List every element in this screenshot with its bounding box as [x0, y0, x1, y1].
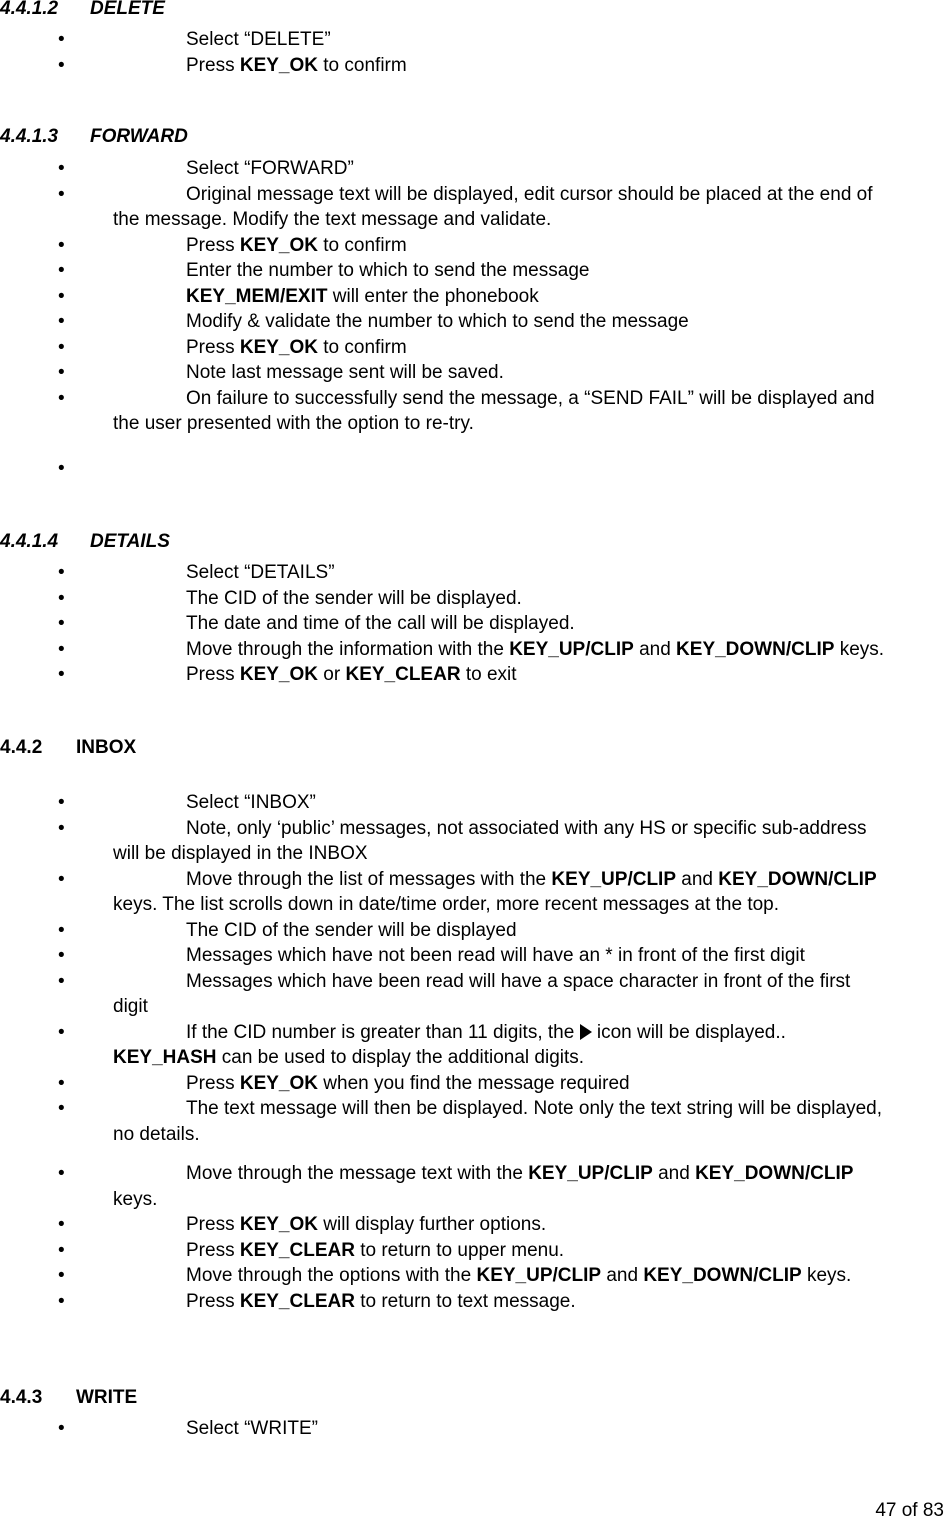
details-list [0, 560, 950, 688]
list-item-empty: • [58, 458, 65, 479]
list-item: • Messages which have not been read will have an * in front of the first digit [58, 945, 805, 966]
forward-empty-list [0, 456, 950, 482]
list-item: • Messages which have been read will have a space character in front of the first digit [58, 970, 851, 1017]
list-item: • Modify & validate the number to which to send the message [58, 311, 689, 332]
heading-forward [0, 126, 188, 148]
section-title: FORWARD [90, 126, 188, 147]
section-number: 4.4.1.2 [0, 0, 59, 19]
page-number: 47 of 83 [875, 1500, 944, 1521]
list-item: • Select “FORWARD” [58, 158, 354, 179]
list-item: • Press KEY_OK when you find the message required [58, 1072, 630, 1094]
list-item: • Press KEY_OK will display further options. [58, 1214, 547, 1235]
list-item: • The date and time of the call will be displayed. [58, 613, 575, 634]
list-item: • On failure to successfully send the message, a “SEND FAIL” will be displayed and the user presented with the option to re-try. [58, 387, 875, 434]
section-title: INBOX [76, 737, 137, 758]
list-item: • Note last message sent will be saved. [58, 362, 504, 383]
inbox-list [0, 790, 950, 1147]
list-item: • The CID of the sender will be displayed [58, 919, 517, 941]
section-number: 4.4.1.3 [0, 126, 59, 147]
play-triangle-icon [580, 1024, 592, 1040]
inbox-list-continued [0, 1161, 950, 1314]
bullet: • [58, 54, 65, 76]
section-number: 4.4.1.4 [0, 531, 59, 552]
heading-write [0, 1387, 137, 1409]
list-item: • Move through the list of messages with the KEY_UP/CLIP and KEY_DOWN/CLIP keys. The list scrolls down in date/time order, more recent messages at the top. [58, 868, 877, 915]
list-item: • Select “WRITE” [58, 1418, 318, 1439]
heading-details [0, 531, 170, 553]
section-number: 4.4.2 [0, 737, 43, 758]
heading-inbox [0, 737, 136, 759]
list-item: • KEY_MEM/EXIT will enter the phonebook [58, 285, 539, 307]
heading-delete [0, 0, 165, 20]
list-item: • Press KEY_CLEAR to return to text message. [58, 1290, 576, 1312]
list-item: • Move through the options with the KEY_UP/CLIP and KEY_DOWN/CLIP keys. [58, 1265, 852, 1286]
bullet: • [58, 29, 65, 50]
list-item: • Press KEY_OK to confirm [0, 53, 950, 79]
list-item: • Press KEY_OK to confirm [58, 336, 407, 358]
write-list [0, 1416, 950, 1442]
list-item: • Select “INBOX” [58, 792, 316, 813]
list-item: • Select “DETAILS” [58, 562, 335, 583]
forward-list [0, 156, 950, 437]
list-item: • Move through the message text with the KEY_UP/CLIP and KEY_DOWN/CLIP keys. [58, 1163, 854, 1210]
list-item: • If the CID number is greater than 11 digits, the icon will be displayed.. KEY_HASH can be used to display the additional digits. [58, 1021, 786, 1068]
list-item: • Press KEY_CLEAR to return to upper menu. [58, 1239, 565, 1261]
list-item: • Enter the number to which to send the message [58, 260, 590, 281]
list-item: • The CID of the sender will be displayed. [58, 587, 522, 609]
section-title: DELETE [90, 0, 165, 19]
delete-list [0, 27, 950, 78]
section-number: 4.4.3 [0, 1387, 43, 1408]
list-item: • Move through the information with the KEY_UP/CLIP and KEY_DOWN/CLIP keys. [58, 638, 885, 660]
list-item: • Press KEY_OK to confirm [58, 234, 407, 256]
section-title: WRITE [76, 1387, 138, 1408]
list-item: • Original message text will be displayed, edit cursor should be placed at the end of the message. Modify the text message and validate. [58, 183, 873, 230]
section-title: DETAILS [90, 531, 170, 552]
list-item: • The text message will then be displayed. Note only the text string will be displayed, no details. [58, 1098, 882, 1145]
list-item: • Select “DELETE” [0, 27, 950, 53]
list-item: • Press KEY_OK or KEY_CLEAR to exit [58, 664, 517, 685]
list-item: • Note, only ‘public’ messages, not associated with any HS or specific sub-address will be displayed in the INBOX [58, 817, 867, 864]
